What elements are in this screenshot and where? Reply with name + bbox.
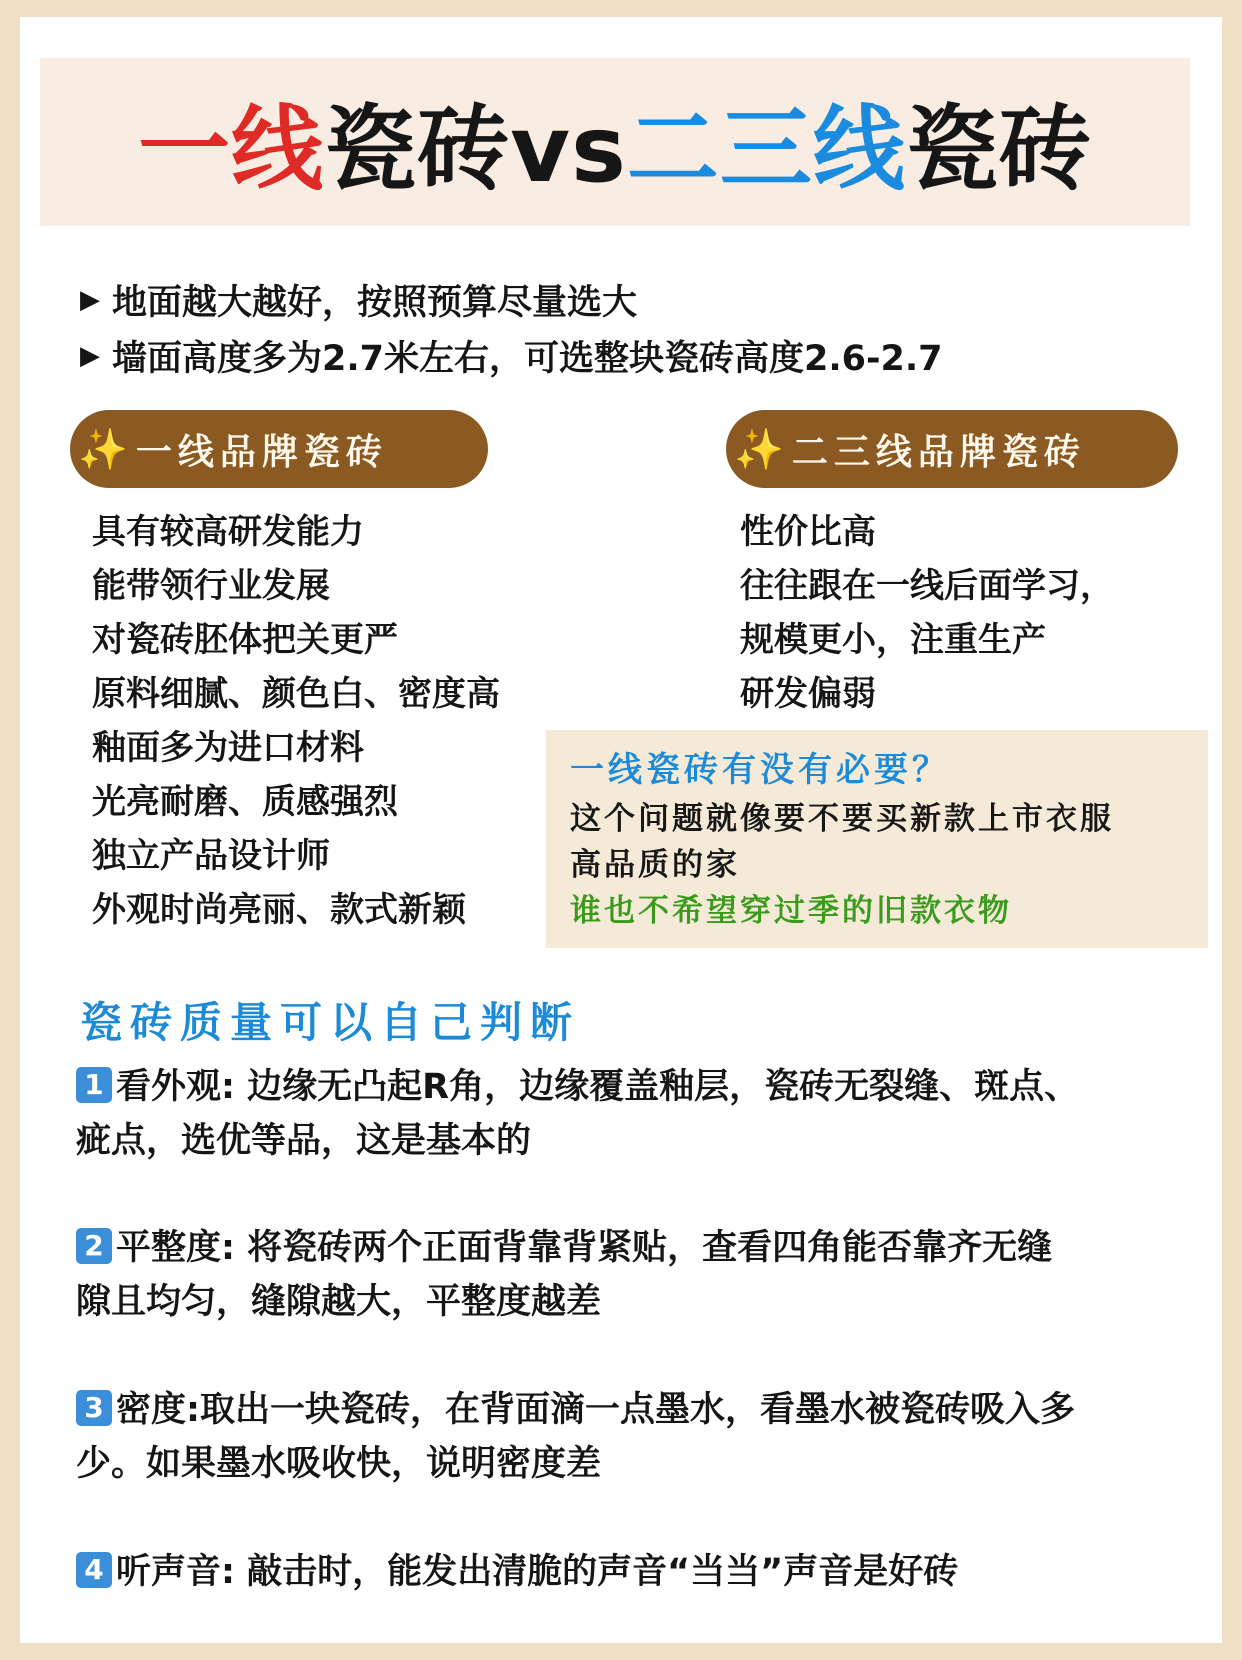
- tip-line: [76, 1060, 1186, 1114]
- list-item: 对瓷砖胚体把关更严: [92, 620, 398, 660]
- title-part-tile-vs: 瓷砖vs: [324, 96, 627, 203]
- page-title: [40, 58, 1190, 226]
- list-item: 研发偏弱: [740, 674, 876, 714]
- second-tier-list: [740, 505, 1114, 721]
- number-2-icon: 2: [76, 1228, 112, 1264]
- quality-tip: [76, 1383, 1186, 1491]
- list-item: 往往跟在一线后面学习，: [740, 566, 1114, 606]
- list-item: 独立产品设计师: [92, 836, 330, 876]
- quality-heading: 瓷砖质量可以自己判断: [80, 998, 581, 1047]
- tip-line: [76, 1221, 1186, 1275]
- list-item: 光亮耐磨、质感强烈: [92, 782, 398, 822]
- first-tier-label: 一线品牌瓷砖: [135, 431, 388, 473]
- note-highlight: 谁也不希望穿过季的旧款衣物: [570, 893, 1012, 929]
- list-item: 能带领行业发展: [92, 566, 330, 606]
- sparkles-icon: ✨: [78, 426, 128, 473]
- tip-line: 少。如果墨水吸收快，说明密度差: [76, 1444, 602, 1484]
- number-3-icon: 3: [76, 1390, 112, 1426]
- list-item: 规模更小，注重生产: [740, 620, 1046, 660]
- note-question: 一线瓷砖有没有必要？: [570, 750, 950, 790]
- list-item: 具有较高研发能力: [92, 512, 364, 552]
- quality-tip: [76, 1221, 1186, 1329]
- second-tier-label: 二三线品牌瓷砖: [791, 431, 1086, 473]
- black-right-triangle-icon: ▶: [80, 285, 100, 315]
- tip-line: [76, 1545, 1186, 1599]
- tip-text: 看外观: 边缘无凸起R角，边缘覆盖釉层，瓷砖无裂缝、斑点、: [116, 1067, 1080, 1107]
- tip-line: 疵点，选优等品，这是基本的: [76, 1121, 532, 1161]
- list-item: 外观时尚亮丽、款式新颖: [92, 890, 466, 930]
- note-box: [546, 730, 1208, 948]
- note-line: 高品质的家: [570, 847, 740, 883]
- note-line: 这个问题就像要不要买新款上市衣服: [570, 801, 1114, 837]
- number-1-icon: 1: [76, 1067, 112, 1103]
- quality-tip: [76, 1545, 1186, 1599]
- first-tier-list: [92, 505, 500, 937]
- intro-line: [80, 328, 943, 384]
- intro-line: [80, 272, 943, 328]
- intro-text: 墙面高度多为2.7米左右，可选整块瓷砖高度2.6-2.7: [112, 339, 943, 379]
- list-item: 性价比高: [740, 512, 876, 552]
- quality-tip: [76, 1060, 1186, 1168]
- first-tier-header: [70, 410, 488, 488]
- black-right-triangle-icon: ▶: [80, 341, 100, 371]
- title-part-first-tier: 一线: [138, 96, 325, 203]
- tip-text: 平整度: 将瓷砖两个正面背靠背紧贴，查看四角能否靠齐无缝: [116, 1228, 1053, 1268]
- second-tier-header: [726, 410, 1178, 488]
- tip-line: [76, 1383, 1186, 1437]
- list-item: 原料细腻、颜色白、密度高: [92, 674, 500, 714]
- title-part-second-tier: 二三线: [626, 96, 906, 203]
- tip-line: 隙且均匀，缝隙越大，平整度越差: [76, 1282, 602, 1322]
- tip-text: 听声音: 敲击时，能发出清脆的声音“当当”声音是好砖: [116, 1552, 959, 1592]
- number-4-icon: 4: [76, 1552, 112, 1588]
- sparkles-icon: ✨: [734, 426, 784, 473]
- tip-text: 密度:取出一块瓷砖，在背面滴一点墨水，看墨水被瓷砖吸入多: [116, 1390, 1075, 1430]
- title-part-tile: 瓷砖: [905, 96, 1092, 203]
- intro-list: [80, 272, 943, 384]
- intro-text: 地面越大越好，按照预算尽量选大: [112, 283, 638, 323]
- list-item: 釉面多为进口材料: [92, 728, 364, 768]
